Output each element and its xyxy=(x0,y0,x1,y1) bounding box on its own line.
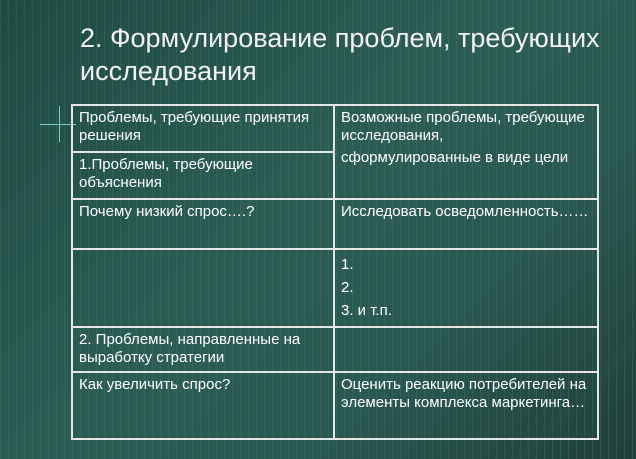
table-row xyxy=(72,249,598,327)
table-cell xyxy=(72,249,334,327)
table-cell: Как увеличить спрос? xyxy=(72,372,334,439)
list-item: 2. xyxy=(341,279,354,296)
table-cell: Почему низкий спрос….? xyxy=(72,199,334,249)
slide-title: 2. Формулирование проблем, требующих исследования xyxy=(80,23,600,86)
table-row xyxy=(72,372,598,439)
table-row xyxy=(72,199,598,249)
problems-table xyxy=(71,104,599,440)
table-cell: 1.Проблемы, требующие объяснения xyxy=(72,152,334,199)
table-row xyxy=(72,327,598,372)
table-cell xyxy=(334,249,598,327)
table-cell: Исследовать осведомленность…… xyxy=(334,199,598,249)
table-cell: Оценить реакцию потребителей на элементы комплекса маркетинга… xyxy=(334,372,598,439)
list-item: 1. xyxy=(341,256,354,273)
table-row xyxy=(72,105,598,152)
table-cell: 2. Проблемы, направленные на выработку стратегии xyxy=(72,327,334,372)
table-cell xyxy=(334,105,598,199)
cell-text-line: сформулированные в виде цели xyxy=(341,149,569,166)
list-item: 3. и т.п. xyxy=(341,302,392,319)
cell-text-line: Возможные проблемы, требующие исследования, xyxy=(341,109,585,144)
table-cell: Проблемы, требующие принятия решения xyxy=(72,105,334,152)
crosshair-vertical-line xyxy=(59,106,60,142)
table-cell xyxy=(334,327,598,372)
